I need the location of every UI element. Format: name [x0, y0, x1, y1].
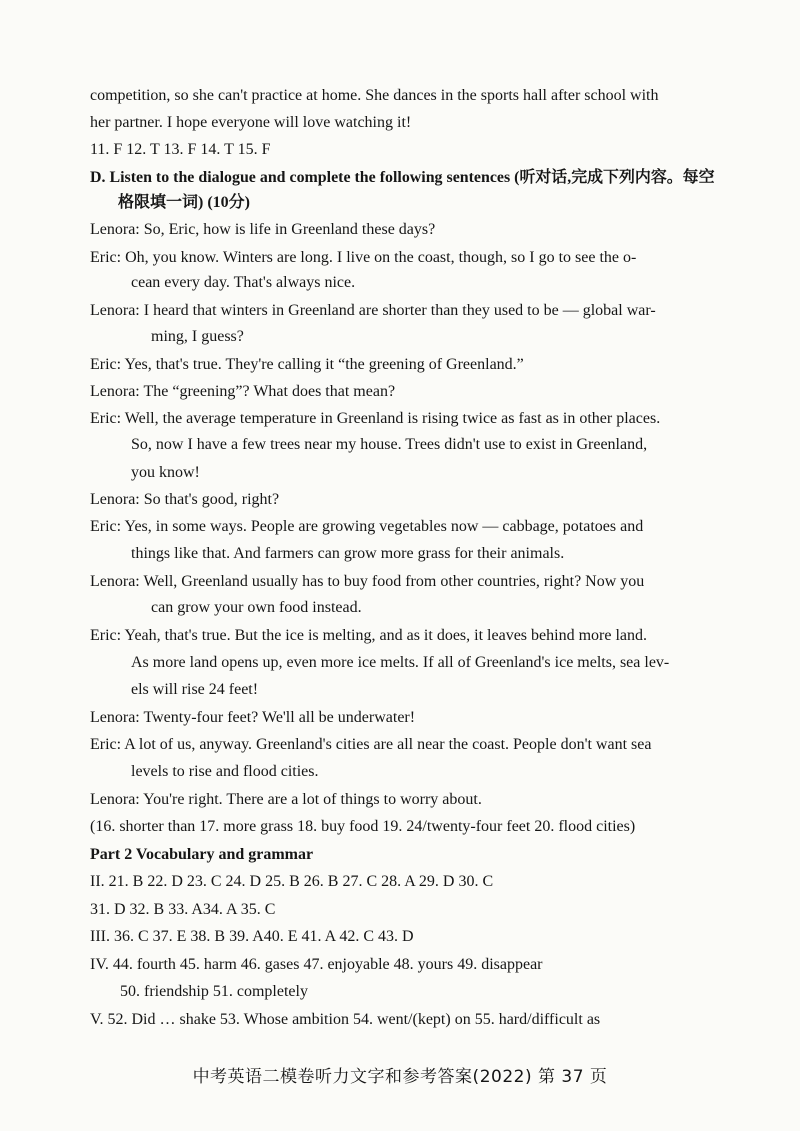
dialogue-line: levels to rise and flood cities.	[131, 763, 319, 780]
dialogue-line: things like that. And farmers can grow more grass for their animals.	[131, 545, 565, 562]
section-d-heading-cont: 格限填一词) (10分)	[118, 194, 250, 211]
dialogue-line: So, now I have a few trees near my house. Trees didn't use to exist in Greenland,	[131, 436, 648, 453]
dialogue-line: Lenora: Twenty-four feet? We'll all be underwater!	[90, 709, 416, 726]
answers-iii: III. 36. C 37. E 38. B 39. A40. E 41. A 42. C 43. D	[90, 928, 414, 945]
dialogue-line: Lenora: Well, Greenland usually has to buy food from other countries, right? Now you	[90, 573, 645, 590]
intro-line-1: competition, so she can't practice at home. She dances in the sports hall after school with	[90, 87, 659, 104]
dialogue-line: Lenora: So, Eric, how is life in Greenland these days?	[90, 221, 436, 238]
dialogue-line: ming, I guess?	[151, 328, 244, 345]
answers-ii-line-2: 31. D 32. B 33. A34. A 35. C	[90, 901, 276, 918]
dialogue-line: As more land opens up, even more ice melts. If all of Greenland's ice melts, sea lev-	[131, 654, 670, 671]
dialogue-line: els will rise 24 feet!	[131, 681, 259, 698]
dialogue-line: cean every day. That's always nice.	[131, 274, 356, 291]
answers-ii-line-1: II. 21. B 22. D 23. C 24. D 25. B 26. B 27. C 28. A 29. D 30. C	[90, 873, 494, 890]
dialogue-line: Eric: Oh, you know. Winters are long. I live on the coast, though, so I go to see the o-	[90, 249, 637, 266]
answers-v: V. 52. Did … shake 53. Whose ambition 54. went/(kept) on 55. hard/difficult as	[90, 1011, 601, 1028]
dialogue-line: Eric: Yes, in some ways. People are growing vegetables now — cabbage, potatoes and	[90, 518, 644, 535]
dialogue-line: Eric: A lot of us, anyway. Greenland's cities are all near the coast. People don't want sea	[90, 736, 652, 753]
dialogue-line: Eric: Well, the average temperature in Greenland is rising twice as fast as in other places.	[90, 410, 661, 427]
section-d-heading: D. Listen to the dialogue and complete the following sentences (听对话,完成下列内容。每空	[90, 169, 715, 186]
intro-line-2: her partner. I hope everyone will love watching it!	[90, 114, 412, 131]
dialogue-line: can grow your own food instead.	[151, 599, 362, 616]
dialogue-line: Lenora: You're right. There are a lot of things to worry about.	[90, 791, 482, 808]
dialogue-line: Lenora: So that's good, right?	[90, 491, 280, 508]
dialogue-line: Eric: Yeah, that's true. But the ice is melting, and as it does, it leaves behind more land.	[90, 627, 647, 644]
answers-d: (16. shorter than 17. more grass 18. buy food 19. 24/twenty-four feet 20. flood cities)	[90, 818, 636, 835]
part2-heading: Part 2 Vocabulary and grammar	[90, 846, 314, 863]
dialogue-line: Lenora: I heard that winters in Greenland are shorter than they used to be — global war-	[90, 302, 656, 319]
page-footer: 中考英语二模卷听力文字和参考答案(2022) 第 37 页	[192, 1067, 608, 1087]
dialogue-line: Eric: Yes, that's true. They're calling it “the greening of Greenland.”	[90, 356, 524, 373]
answers-iv-line-1: IV. 44. fourth 45. harm 46. gases 47. enjoyable 48. yours 49. disappear	[90, 956, 543, 973]
answers-c: 11. F 12. T 13. F 14. T 15. F	[90, 141, 271, 158]
dialogue-line: Lenora: The “greening”? What does that mean?	[90, 383, 396, 400]
answers-iv-line-2: 50. friendship 51. completely	[120, 983, 308, 1000]
dialogue-line: you know!	[131, 464, 200, 481]
